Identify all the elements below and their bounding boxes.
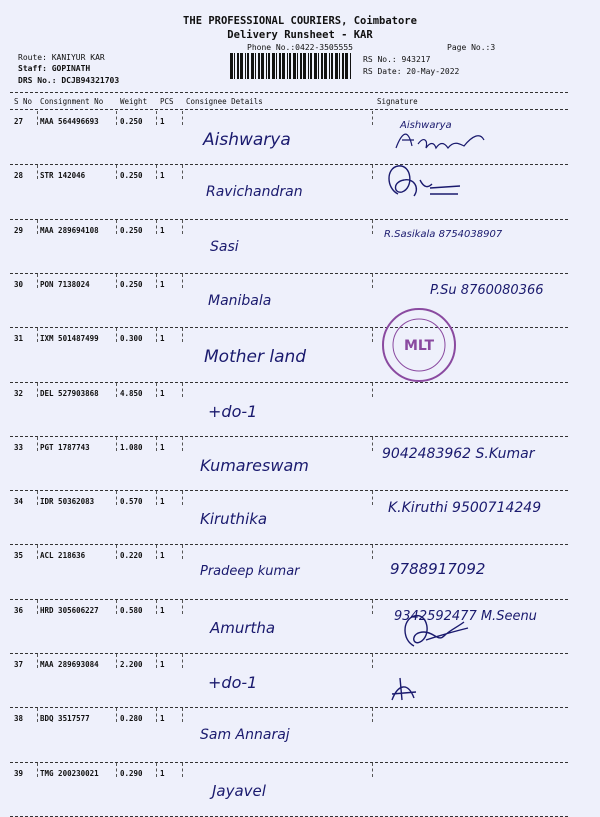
- column-separator: [156, 220, 157, 234]
- column-separator: [156, 328, 157, 342]
- row-sno: 27: [14, 117, 24, 126]
- column-separator: [372, 708, 373, 722]
- row-sno: 39: [14, 768, 24, 778]
- barcode-bar: [276, 53, 277, 79]
- column-separator: [156, 437, 157, 451]
- column-separator: [37, 165, 38, 179]
- col-header-consignee: Consignee Details: [186, 97, 263, 106]
- column-separator: [156, 383, 157, 397]
- row-divider: [10, 382, 568, 383]
- row-pcs: 1: [160, 388, 165, 398]
- barcode-bar: [266, 53, 267, 79]
- barcode-bar: [279, 53, 281, 79]
- row-sno: 29: [14, 225, 24, 235]
- barcode-bar: [251, 53, 254, 79]
- row-pcs: 1: [160, 442, 165, 452]
- column-separator: [116, 491, 117, 505]
- column-separator: [37, 220, 38, 234]
- row-pcs: 1: [160, 660, 165, 669]
- barcode-bar: [234, 53, 235, 79]
- barcode-bar: [261, 53, 264, 79]
- row-signature-note: 9042483962 S.Kumar: [382, 445, 535, 462]
- column-separator: [182, 491, 183, 505]
- row-divider: [10, 219, 568, 220]
- barcode-bar: [308, 53, 309, 79]
- row-weight: 0.250: [120, 171, 143, 181]
- column-separator: [372, 600, 373, 614]
- row-divider: [10, 490, 568, 491]
- barcode-bar: [258, 53, 260, 79]
- column-separator: [156, 274, 157, 288]
- row-weight: 0.220: [120, 551, 143, 561]
- column-separator: [182, 600, 183, 614]
- row-pcs: 1: [160, 768, 165, 778]
- column-separator: [182, 545, 183, 559]
- barcode-bar: [339, 53, 340, 79]
- row-pcs: 1: [160, 334, 165, 344]
- row-sno: 35: [14, 551, 24, 561]
- signature-row-38: [398, 606, 478, 656]
- barcode-bar: [329, 53, 330, 79]
- row-sno: 38: [14, 714, 24, 724]
- barcode-bar: [272, 53, 275, 79]
- row-consignment-no: MAA 289694108: [40, 225, 99, 235]
- row-consignee-name: Jayavel: [212, 781, 266, 800]
- stamp-label: MLT: [403, 338, 435, 354]
- row-consignee-name: Kiruthika: [200, 510, 268, 529]
- column-separator: [372, 165, 373, 179]
- row-consignment-no: MAA 564496693: [40, 117, 99, 126]
- row-divider: [10, 653, 568, 654]
- row-divider: [10, 707, 568, 708]
- column-separator: [37, 763, 38, 777]
- column-separator: [182, 274, 183, 288]
- route-label: Route: KANIYUR KAR: [18, 53, 105, 62]
- column-separator: [182, 328, 183, 342]
- col-header-pcs: PCS: [160, 97, 174, 106]
- row-pcs: 1: [160, 171, 165, 181]
- barcode-bar: [237, 53, 239, 79]
- row-consignee-name: +do-1: [208, 673, 258, 692]
- staff-label: Staff: GOPINATH: [18, 64, 91, 73]
- column-separator: [372, 654, 373, 668]
- row-weight: 0.250: [120, 225, 143, 235]
- column-separator: [37, 383, 38, 397]
- column-separator: [372, 491, 373, 505]
- row-weight: 4.850: [120, 388, 143, 398]
- barcode-bar: [321, 53, 323, 79]
- row-sno: 34: [14, 497, 24, 507]
- column-separator: [156, 165, 157, 179]
- barcode-bar: [310, 53, 312, 79]
- row-consignee-name: Sasi: [210, 238, 239, 255]
- column-separator: [37, 545, 38, 559]
- row-weight: 0.250: [120, 279, 143, 289]
- column-separator: [182, 111, 183, 125]
- column-separator: [156, 600, 157, 614]
- row-pcs: 1: [160, 279, 165, 289]
- row-consignee-name: Ravichandran: [206, 184, 303, 201]
- page-number: Page No.:3: [447, 43, 496, 52]
- row-sno: 28: [14, 171, 24, 181]
- row-weight: 0.300: [120, 334, 143, 344]
- barcode-bar: [300, 53, 302, 79]
- barcode-bar: [331, 53, 333, 79]
- column-separator: [37, 328, 38, 342]
- column-separator: [372, 545, 373, 559]
- rs-number: RS No.: 943217: [363, 55, 431, 64]
- column-separator: [372, 274, 373, 288]
- drs-number: DRS No.: DCJB94321703: [18, 76, 120, 85]
- column-separator: [156, 708, 157, 722]
- row-sno: 37: [14, 660, 24, 669]
- divider-header: [10, 109, 568, 110]
- signature-row-28: [384, 158, 464, 206]
- row-weight: 0.250: [120, 117, 143, 126]
- barcode-bar: [230, 53, 233, 79]
- column-separator: [116, 111, 117, 125]
- column-separator: [37, 491, 38, 505]
- row-pcs: 1: [160, 605, 165, 615]
- column-separator: [156, 654, 157, 668]
- barcode-bar: [303, 53, 306, 79]
- row-pcs: 1: [160, 225, 165, 235]
- column-separator: [116, 328, 117, 342]
- column-separator: [372, 763, 373, 777]
- barcode-bar: [245, 53, 246, 79]
- signature-row-39: [386, 670, 422, 710]
- column-separator: [116, 708, 117, 722]
- row-signature-note: 9788917092: [390, 560, 486, 579]
- runsheet-title: Delivery Runsheet - KAR: [227, 29, 373, 41]
- row-consignment-no: IXM 501487499: [40, 334, 99, 344]
- column-separator: [182, 383, 183, 397]
- row-divider: [10, 762, 568, 763]
- row-consignee-name: Mother land: [204, 347, 307, 368]
- row-pcs: 1: [160, 551, 165, 561]
- column-separator: [116, 165, 117, 179]
- column-separator: [116, 220, 117, 234]
- row-consignee-name: Aishwarya: [203, 130, 291, 150]
- column-separator: [156, 763, 157, 777]
- row-divider: [10, 599, 568, 600]
- column-separator: [116, 600, 117, 614]
- row-consignment-no: STR 142046: [40, 171, 86, 181]
- barcode-bar: [240, 53, 243, 79]
- row-consignee-name: Sam Annaraj: [200, 727, 290, 744]
- column-separator: [372, 437, 373, 451]
- row-sno: 30: [14, 279, 24, 289]
- row-divider: [10, 273, 568, 274]
- column-separator: [156, 491, 157, 505]
- row-sno: 36: [14, 605, 24, 615]
- signature-row-27: [392, 122, 502, 162]
- barcode-bar: [293, 53, 296, 79]
- row-weight: 2.200: [120, 660, 143, 669]
- column-separator: [156, 545, 157, 559]
- column-separator: [116, 437, 117, 451]
- barcode-bar: [342, 53, 344, 79]
- column-separator: [182, 165, 183, 179]
- column-separator: [372, 328, 373, 342]
- row-consignment-no: PGT 1787743: [40, 442, 90, 452]
- row-consignee-name: Amurtha: [210, 618, 276, 637]
- row-consignee-name: Manibala: [208, 292, 272, 309]
- row-signature-note: R.Sasikala 8754038907: [384, 228, 503, 240]
- column-separator: [182, 437, 183, 451]
- barcode-bar: [268, 53, 270, 79]
- barcode-bar: [289, 53, 291, 79]
- col-header-weight: Weight: [120, 97, 148, 106]
- divider-top: [10, 92, 568, 93]
- barcode: [230, 53, 354, 79]
- row-pcs: 1: [160, 497, 165, 507]
- row-divider: [10, 544, 568, 545]
- row-pcs: 1: [160, 117, 165, 126]
- row-consignee-name: +do-1: [208, 401, 258, 421]
- column-separator: [182, 763, 183, 777]
- barcode-bar: [247, 53, 249, 79]
- column-separator: [37, 274, 38, 288]
- row-sno: 32: [14, 388, 24, 398]
- column-separator: [37, 111, 38, 125]
- row-signature-note: K.Kiruthi 9500714249: [388, 500, 542, 517]
- row-sno: 31: [14, 334, 24, 344]
- row-consignee-name: Kumareswam: [200, 455, 309, 475]
- barcode-bar: [282, 53, 285, 79]
- row-weight: 1.080: [120, 442, 143, 452]
- row-consignment-no: TMG 200230021: [40, 768, 99, 778]
- column-separator: [37, 654, 38, 668]
- column-separator: [116, 383, 117, 397]
- column-separator: [116, 763, 117, 777]
- row-weight: 0.290: [120, 768, 143, 778]
- row-consignee-name: Pradeep kumar: [200, 564, 300, 580]
- barcode-bar: [318, 53, 319, 79]
- column-separator: [37, 437, 38, 451]
- row-signature-note: Aishwarya: [400, 120, 452, 131]
- column-separator: [182, 708, 183, 722]
- col-header-sno: S No: [14, 97, 33, 106]
- phone-number: Phone No.:0422-3505555: [247, 43, 353, 52]
- company-title: THE PROFESSIONAL COURIERS, Coimbatore: [183, 15, 417, 27]
- row-signature-note: P.Su 8760080366: [430, 282, 544, 298]
- row-divider: [10, 327, 568, 328]
- row-sno: 33: [14, 442, 24, 452]
- row-consignment-no: DEL 527903868: [40, 388, 99, 398]
- col-header-consignment: Consignment No: [40, 97, 104, 106]
- row-consignment-no: PON 7138024: [40, 279, 90, 289]
- barcode-bar: [345, 53, 348, 79]
- row-weight: 0.280: [120, 714, 143, 724]
- barcode-bar: [255, 53, 256, 79]
- column-separator: [156, 111, 157, 125]
- barcode-bar: [350, 53, 351, 79]
- row-consignment-no: ACL 218636: [40, 551, 86, 561]
- column-separator: [372, 111, 373, 125]
- col-header-signature: Signature: [377, 97, 418, 106]
- column-separator: [372, 220, 373, 234]
- row-weight: 0.580: [120, 605, 143, 615]
- rs-date: RS Date: 20-May-2022: [363, 67, 460, 76]
- row-weight: 0.570: [120, 497, 143, 507]
- column-separator: [182, 220, 183, 234]
- column-separator: [372, 383, 373, 397]
- barcode-bar: [297, 53, 298, 79]
- row-consignment-no: IDR 50362083: [40, 497, 95, 507]
- column-separator: [182, 654, 183, 668]
- barcode-bar: [324, 53, 327, 79]
- column-separator: [37, 600, 38, 614]
- delivery-stamp: [378, 304, 460, 386]
- row-signature-note: 9342592477 M.Seenu: [394, 608, 537, 624]
- column-separator: [116, 274, 117, 288]
- barcode-bar: [287, 53, 288, 79]
- barcode-bar: [314, 53, 317, 79]
- row-divider: [10, 436, 568, 437]
- column-separator: [116, 545, 117, 559]
- row-divider: [10, 164, 568, 165]
- column-separator: [116, 654, 117, 668]
- column-separator: [37, 708, 38, 722]
- barcode-bar: [335, 53, 338, 79]
- row-consignment-no: HRD 305606227: [40, 605, 99, 615]
- row-pcs: 1: [160, 714, 165, 724]
- row-consignment-no: MAA 289693084: [40, 660, 99, 669]
- row-consignment-no: BDQ 3517577: [40, 714, 90, 724]
